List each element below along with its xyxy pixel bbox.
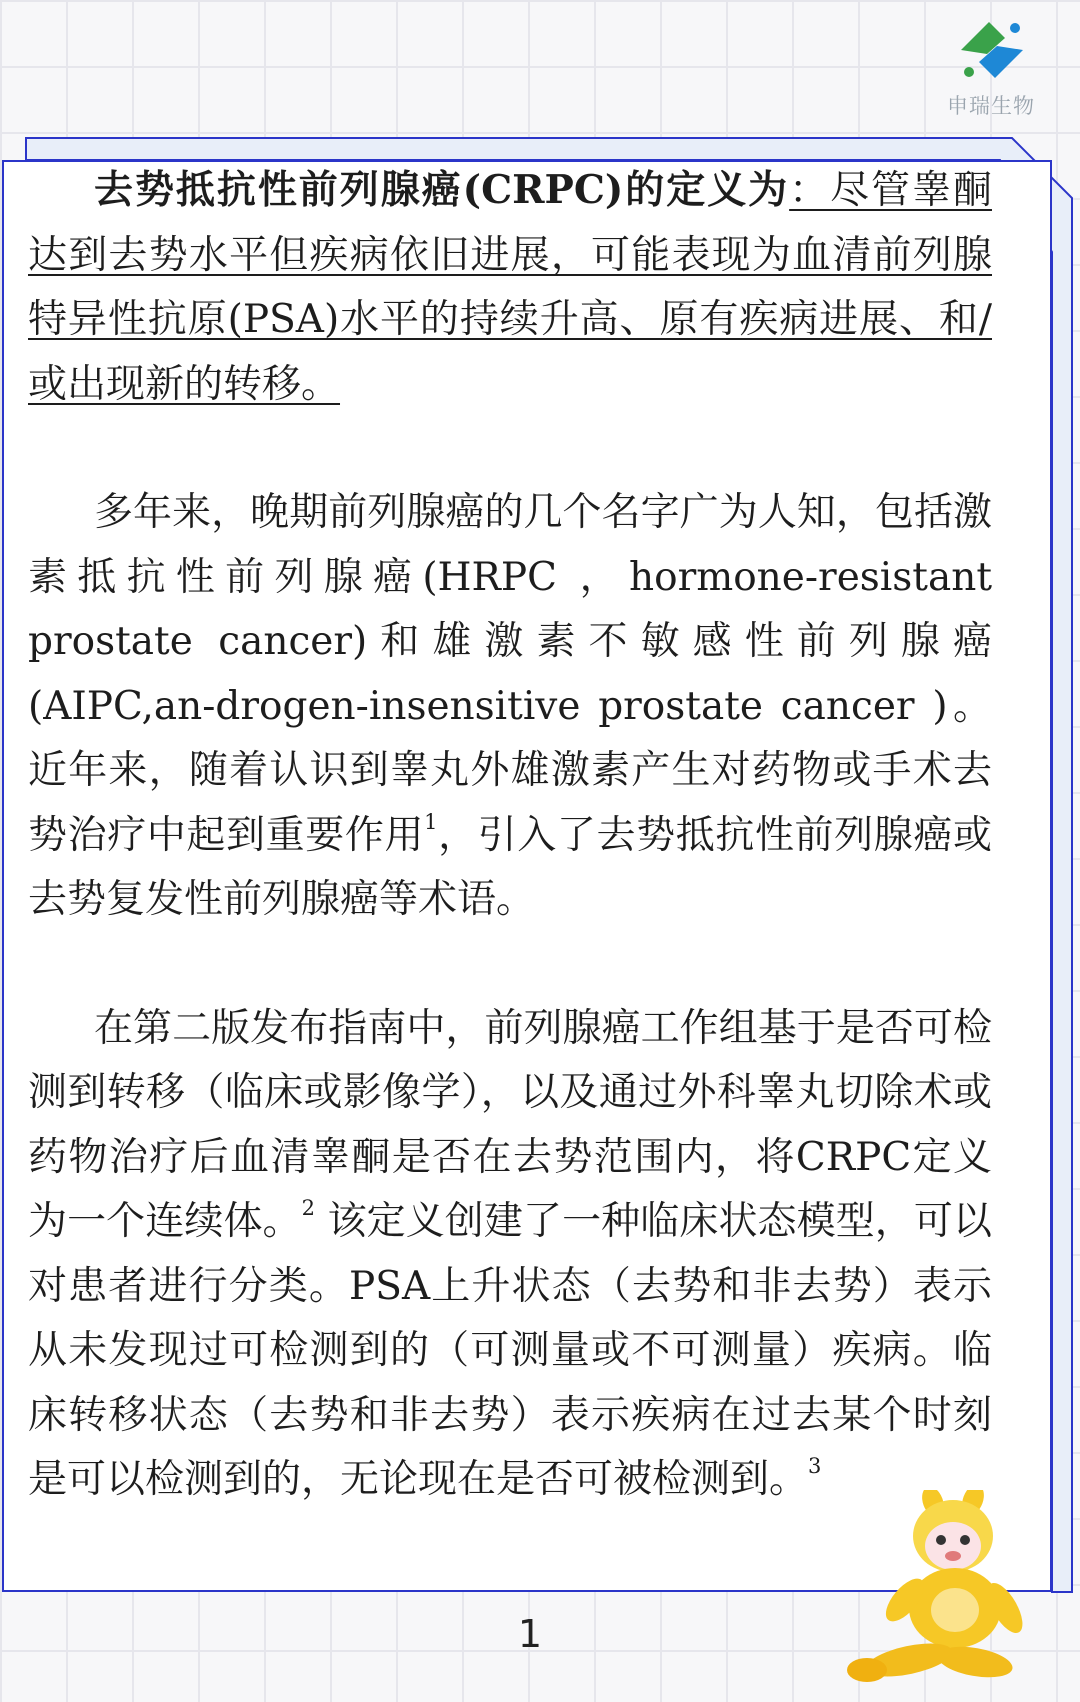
article-body [28,158,992,1513]
guideline-text: 在第二版发布指南中，前列腺癌工作组基于是否可检测到转移（临床或影像学），以及通过外科睾丸切除术或药物治疗后血清睾酮是否在去势范围内，将CRPC定义为一个连续体。 [28,1005,992,1244]
citation-3: 3 [808,1454,822,1478]
history-text: 多年来，晚期前列腺癌的几个名字广为人知，包括激素抵抗性前列腺癌(HRPC ，hormone-resistant prostate cancer)和雄激素不敏感性前列腺癌(AIPC,an-drogen-insensitive prostate cancer )。近年来，随着认识到睾丸外雄激素产生对药物或手术去势治疗中起到重要作用 [28,490,992,858]
citation-2: 2 [301,1196,316,1220]
definition-text: ：尽管睾酮达到去势水平但疾病依旧进展，可能表现为血清前列腺特异性抗原(PSA)水平的持续升高、原有疾病进展、和/或出现新的转移。 [28,168,992,407]
paragraph-guideline [28,997,992,1513]
paragraph-history [28,481,992,933]
shenrui-logo-icon [957,14,1027,86]
history-text-end: ，引入了去势抵抗性前列腺癌或去势复发性前列腺癌等术语。 [28,812,992,922]
definition-lead: 去势抵抗性前列腺癌(CRPC)的定义为 [94,167,790,213]
guideline-text-end: 该定义创建了一种临床状态模型，可以对患者进行分类。PSA上升状态（去势和非去势）表示从未发现过可检测到的（可测量或不可测量）疾病。临床转移状态（去势和非去势）表示疾病在过去某个时刻是可以检测到的，无论现在是否可被检测到。 [28,1199,992,1502]
brand-name: 申瑞生物 [947,94,1035,118]
citation-1: 1 [424,809,438,834]
page-number: 1 [517,1612,543,1656]
brand-logo [935,14,1047,116]
yellow-mascot-icon [845,1490,1055,1690]
paragraph-definition [28,158,992,417]
